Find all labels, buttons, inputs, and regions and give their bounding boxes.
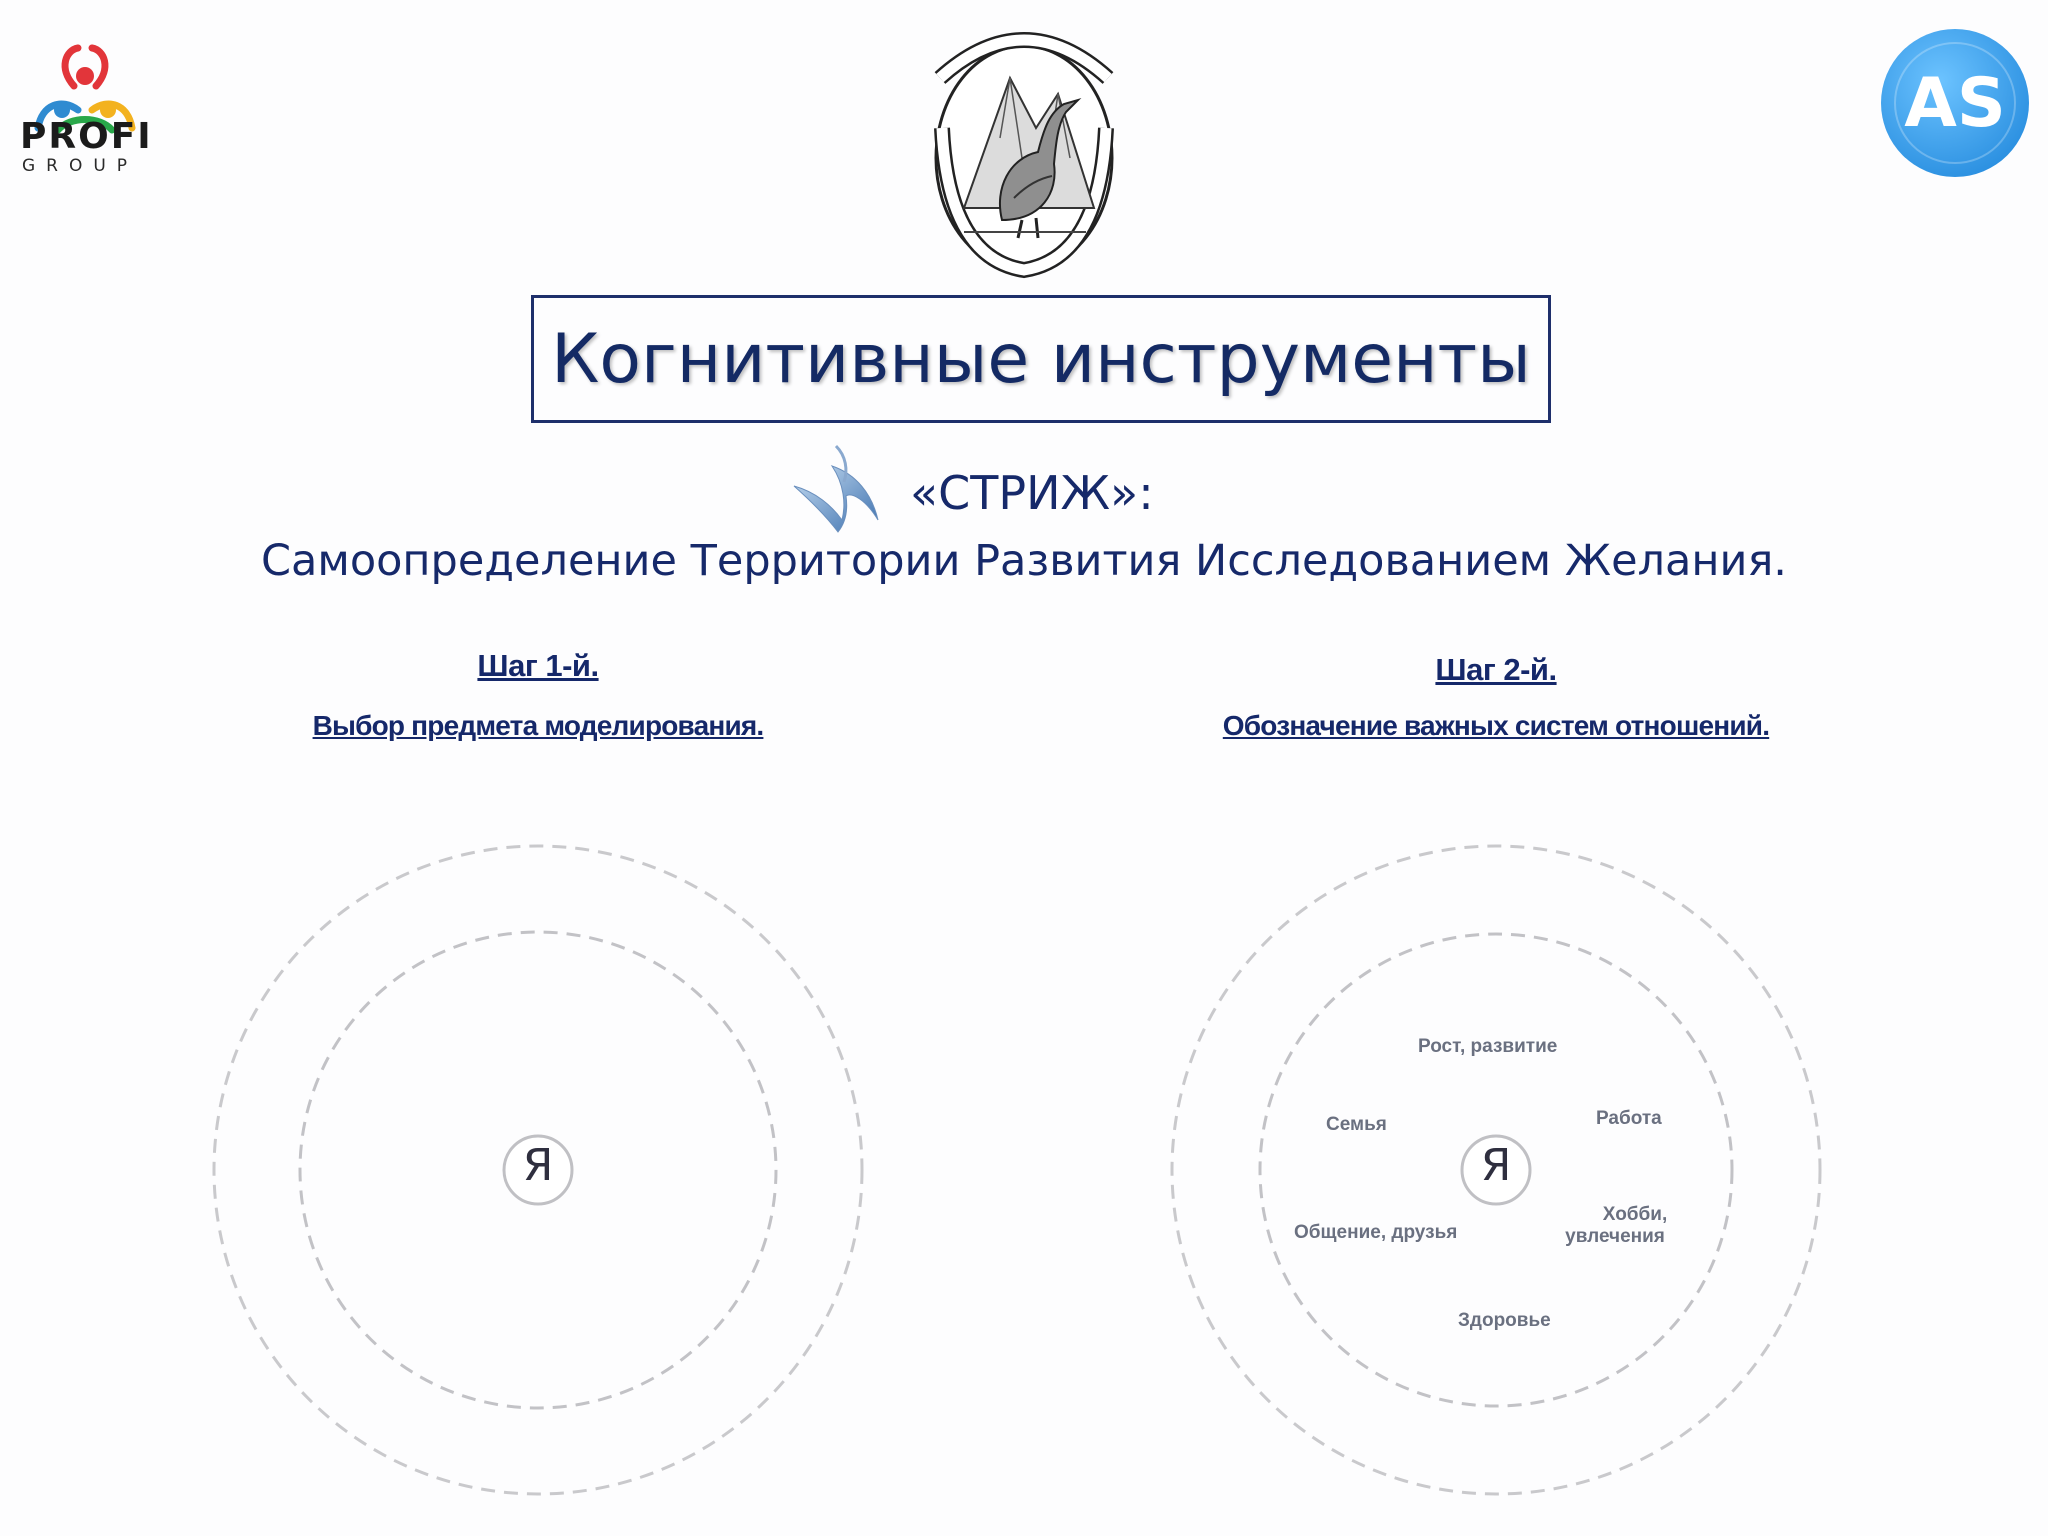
system-label-family: Семья [1326, 1114, 1387, 1135]
diagram-step2 [1156, 830, 1836, 1510]
system-label-hobby-2: увлечения [1565, 1226, 1665, 1247]
profi-sub: GROUP [22, 156, 139, 176]
profi-name: PROFI [20, 116, 153, 157]
step1-title: Шаг 1-й. [477, 648, 599, 683]
system-label-work: Работа [1596, 1108, 1662, 1129]
swift-bird-icon [786, 440, 886, 536]
title-box [531, 295, 1551, 423]
diagram-step1 [198, 830, 878, 1510]
as-logo-text: AS [1904, 64, 2006, 143]
step1-description: Выбор предмета моделирования. [312, 710, 764, 741]
center-label: Я [1480, 1140, 1512, 1191]
swift-name: «СТРИЖ»: [910, 466, 1154, 520]
system-label-growth: Рост, развитие [1418, 1036, 1558, 1057]
as-logo-icon [1880, 28, 2030, 178]
guild-emblem-icon [918, 8, 1130, 282]
system-label-hobby: Хобби, [1602, 1204, 1668, 1225]
system-label-health: Здоровье [1458, 1310, 1551, 1331]
step2-description: Обозначение важных систем отношений. [1222, 710, 1770, 741]
system-label-friends: Общение, друзья [1294, 1222, 1458, 1243]
center-label: Я [522, 1140, 554, 1191]
page-title: Когнитивные инструменты [551, 319, 1531, 399]
step2-title: Шаг 2-й. [1435, 652, 1557, 687]
swift-subtitle: Самоопределение Территории Развития Исследованием Желания. [261, 536, 1787, 586]
